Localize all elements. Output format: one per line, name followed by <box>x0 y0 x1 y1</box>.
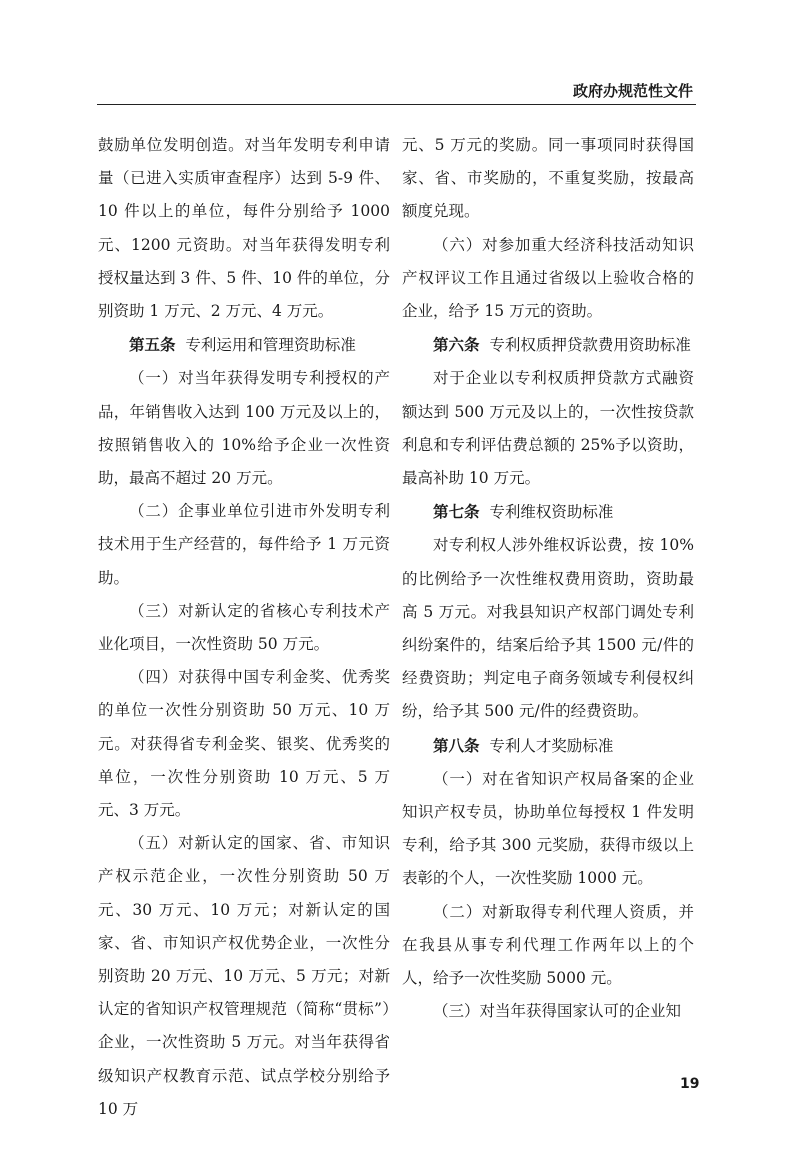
paragraph: 鼓励单位发明创造。对当年发明专利申请量（已进入实质审查程序）达到 5-9 件、10 件以上的单位，每件分别给予 1000 元、1200 元资助。对当年获得发明专利授权量达到 3 件、5 件、10 件的单位，分别资助 1 万元、2 万元、4 万元。 <box>98 136 390 321</box>
paragraph: （二）对新取得专利代理人资质，并在我县从事专利代理工作两年以上的个人，给予一次性奖励 5000 元。 <box>402 902 694 988</box>
article-number: 第六条 <box>433 335 480 355</box>
header-divider <box>97 104 696 105</box>
paragraph: 对于企业以专利权质押贷款方式融资额达到 500 万元及以上的，一次性按贷款利息和专利评估费总额的 25%予以资助，最高补助 10 万元。 <box>402 369 694 488</box>
article-heading <box>402 729 694 763</box>
header-title: 政府办规范性文件 <box>572 82 693 100</box>
page-number: 19 <box>680 1076 700 1092</box>
article-title: 专利运用和管理资助标准 <box>185 336 356 355</box>
article-heading <box>98 328 390 362</box>
article-number: 第八条 <box>433 735 480 755</box>
article-title: 专利人才奖励标准 <box>489 736 614 755</box>
article-heading <box>402 495 694 529</box>
paragraph: 对专利权人涉外维权诉讼费，按 10%的比例给予一次性维权费用资助，资助最高 5 万元。对我县知识产权部门调处专利纠纷案件的，结案后给予其 1500 元/件的经费资助；判定电子商务领域专利侵权纠纷，给予其 500 元/件的经费资助。 <box>402 536 694 721</box>
article-number: 第五条 <box>129 335 176 355</box>
paragraph: （一）对在省知识产权局备案的企业知识产权专员，协助单位每授权 1 件发明专利，给予其 300 元奖励，获得市级以上表彰的个人，一次性奖励 1000 元。 <box>402 769 694 888</box>
paragraph: （二）企事业单位引进市外发明专利技术用于生产经营的，每件给予 1 万元资助。 <box>98 502 390 587</box>
right-column <box>402 129 694 1028</box>
article-title: 专利维权资助标准 <box>489 503 614 522</box>
paragraph: 元、5 万元的奖励。同一事项同时获得国家、省、市奖励的，不重复奖励，按最高额度兑现。 <box>402 136 694 221</box>
article-number: 第七条 <box>433 502 480 522</box>
paragraph: （六）对参加重大经济科技活动知识产权评议工作且通过省级以上验收合格的企业，给予 15 万元的资助。 <box>402 235 694 321</box>
paragraph: （三）对新认定的省核心专利技术产业化项目，一次性资助 50 万元。 <box>98 601 390 654</box>
paragraph: （五）对新认定的国家、省、市知识产权示范企业，一次性分别资助 50 万元、30 万元、10 万元；对新认定的国家、省、市知识产权优势企业，一次性分别资助 20 万元、10 万元、5 万元；对新认定的省知识产权管理规范（简称“贯标”）企业，一次性资助 5 万元。对当年获得省级知识产权教育示范、试点学校分别给予 10 万 <box>98 834 390 1118</box>
paragraph: （一）对当年获得发明专利授权的产品，年销售收入达到 100 万元及以上的，按照销售收入的 10%给予企业一次性资助，最高不超过 20 万元。 <box>98 369 390 488</box>
left-column <box>98 129 390 1126</box>
article-heading <box>402 328 694 362</box>
article-title: 专利权质押贷款费用资助标准 <box>489 336 691 355</box>
paragraph: （四）对获得中国专利金奖、优秀奖的单位一次性分别资助 50 万元、10 万元。对获得省专利金奖、银奖、优秀奖的单位，一次性分别资助 10 万元、5 万元、3 万元。 <box>98 668 390 820</box>
paragraph: （三）对当年获得国家认可的企业知 <box>433 1002 682 1021</box>
